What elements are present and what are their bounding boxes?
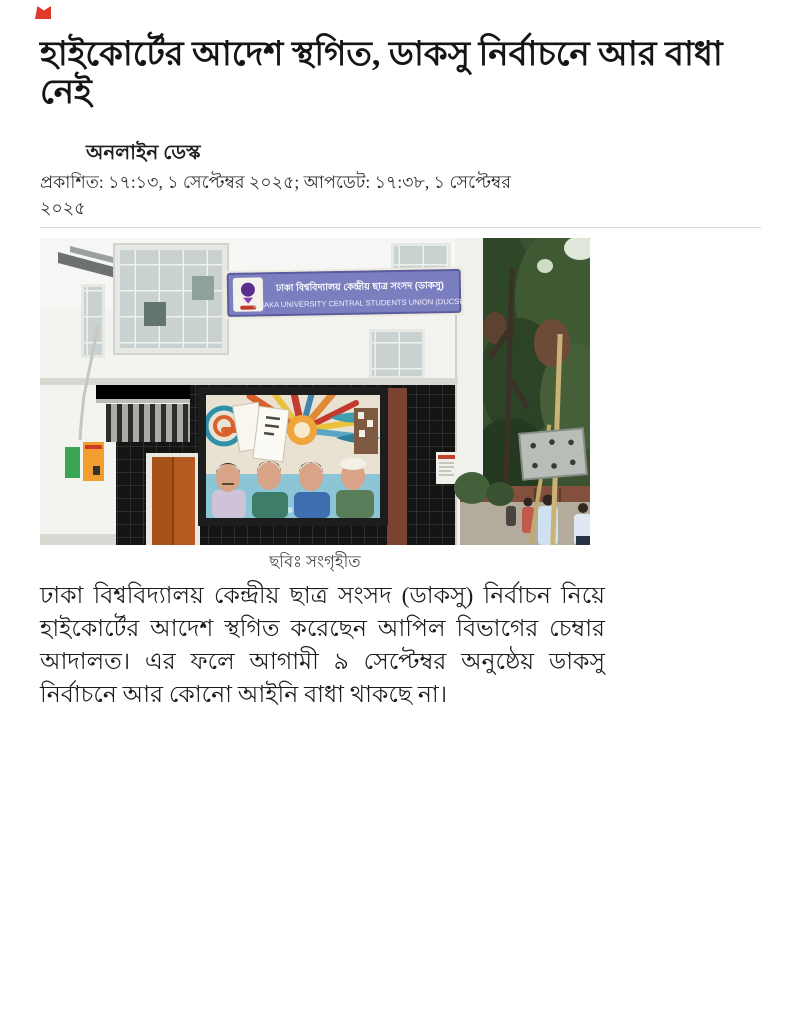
floor-slab xyxy=(40,378,458,385)
section-divider xyxy=(40,227,761,228)
mural xyxy=(198,384,388,526)
window-mid-right xyxy=(369,329,425,379)
window-grid-large xyxy=(114,244,228,354)
author-byline[interactable]: অনলাইন ডেস্ক xyxy=(86,142,201,164)
article-headline: হাইকোর্টের আদেশ স্থগিত, ডাকসু নির্বাচনে আর বাধা নেই xyxy=(40,36,723,111)
signboard-text-en: DHAKA UNIVERSITY CENTRAL STUDENTS UNION (DUCSU) xyxy=(252,296,468,310)
ground-left xyxy=(40,534,116,545)
photo-caption: ছবিঃ সংগৃহীত xyxy=(269,552,361,571)
ducsu-building-illustration xyxy=(40,238,590,545)
site-logo-mark xyxy=(35,6,51,19)
orange-poster xyxy=(83,442,104,481)
green-poster xyxy=(65,447,80,478)
article-photo xyxy=(40,238,590,545)
article-body: ঢাকা বিশ্ববিদ্যালয় কেন্দ্রীয় ছাত্র সংসদ (ডাকসু) নির্বাচন নিয়ে হাইকোর্টের আদেশ স্থগিত করেছেন আপিল বিভাগের চেম্বার আদালত। এর ফলে আগামী ৯ সেপ্টেম্বর অনুষ্ঠেয় ডাকসু নির্বাচনে আর কোনো আইনি বাধা থাকছে না। xyxy=(40,583,605,708)
notice-paper xyxy=(436,452,457,484)
publish-timestamp: প্রকাশিত: ১৭:১৩, ১ সেপ্টেম্বর ২০২৫; আপডেট: ১৭:৩৮, ১ সেপ্টেম্বর ২০২৫ xyxy=(40,172,511,218)
signboard-text-bn: ঢাকা বিশ্ববিদ্যালয় কেন্দ্রীয় ছাত্র সংসদ (ডাকসু) xyxy=(275,280,444,295)
entrance-door xyxy=(146,453,200,545)
brown-stripe xyxy=(387,388,407,545)
ducsu-signboard xyxy=(224,267,468,319)
